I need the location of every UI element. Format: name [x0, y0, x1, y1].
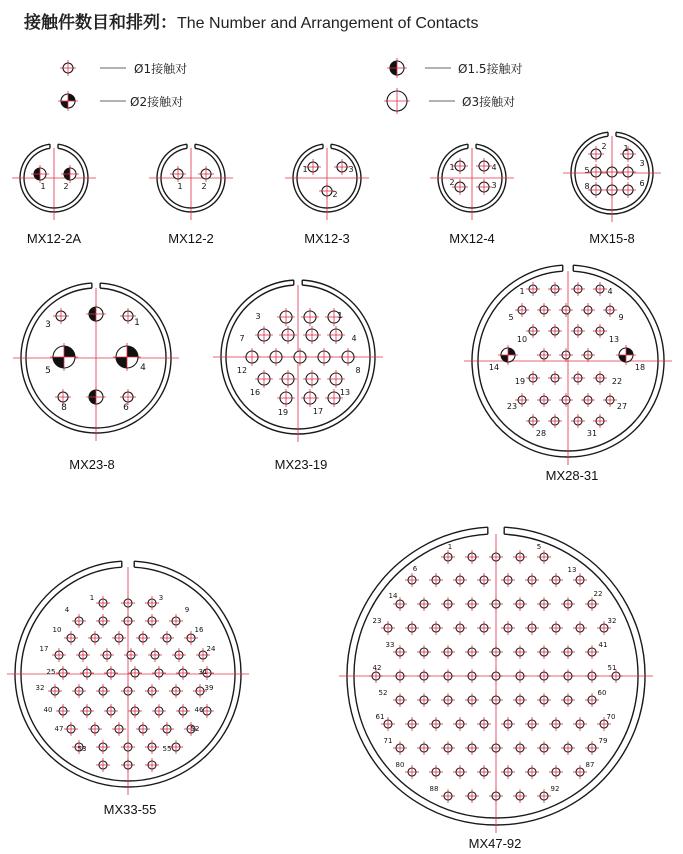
label-mx12-2: MX12-2 [168, 231, 214, 246]
label-mx23-8: MX23-8 [69, 457, 115, 472]
pin-number: 6 [639, 179, 645, 188]
pin-number: 1 [337, 311, 343, 320]
pin-number: 19 [514, 377, 526, 386]
pin-number: 46 [194, 706, 204, 714]
pin-number: 1 [519, 287, 525, 296]
pin-number: 13 [608, 335, 620, 344]
legend-label-2mm: Ø2接触对 [130, 95, 184, 109]
pin-number: 1 [623, 144, 629, 153]
connector-mx12-2a [12, 144, 96, 220]
connector-mx23-19 [213, 280, 383, 442]
pin-number: 80 [395, 761, 405, 769]
connector-mx47-92 [339, 527, 653, 833]
pin-number: 7 [239, 334, 245, 343]
pin-number: 14 [388, 592, 398, 600]
pin-number: 47 [54, 725, 64, 733]
pin-number: 31 [198, 668, 208, 676]
pin-number: 27 [616, 402, 628, 411]
connector-mx12-4 [430, 144, 514, 220]
pin-number: 70 [606, 713, 616, 721]
pin-number: 2 [63, 182, 69, 191]
contact-fill [508, 348, 515, 355]
pin-number: 52 [378, 689, 388, 697]
pin-number: 6 [123, 403, 129, 413]
pin-number: 33 [385, 641, 395, 649]
pin-number: 39 [204, 684, 214, 692]
pin-number: 8 [355, 366, 361, 375]
pin-number: 18 [634, 363, 646, 372]
pin-number: 22 [593, 590, 603, 598]
pin-number: 3 [639, 159, 645, 168]
pin-number: 24 [206, 645, 216, 653]
connector-mx28-31 [464, 265, 672, 465]
pin-number: 10 [516, 335, 528, 344]
pin-number: 42 [372, 664, 382, 672]
pin-number: 55 [162, 745, 172, 753]
pin-number: 5 [536, 543, 542, 551]
pin-number: 5 [508, 313, 514, 322]
connector-mx33-55 [7, 561, 249, 795]
connector-mx15-8 [563, 132, 661, 222]
pin-number: 3 [158, 594, 164, 602]
pin-number: 4 [140, 363, 146, 373]
pin-number: 5 [584, 166, 590, 175]
label-mx28-31: MX28-31 [545, 468, 599, 483]
pin-number: 10 [52, 626, 62, 634]
pin-number: 2 [449, 178, 455, 187]
contact-fill [61, 101, 68, 108]
pin-number: 1 [302, 165, 308, 174]
pin-number: 3 [348, 165, 354, 174]
pin-number: 16 [194, 626, 204, 634]
pin-number: 13 [567, 566, 577, 574]
pin-number: 79 [598, 737, 608, 745]
pin-number: 51 [607, 664, 617, 672]
label-mx23-19: MX23-19 [274, 457, 328, 472]
pin-number: 22 [611, 377, 623, 386]
pin-number: 53 [77, 745, 87, 753]
contact-fill [127, 346, 138, 357]
legend-label-1-5mm: Ø1.5接触对 [458, 62, 523, 76]
pin-number: 23 [372, 617, 382, 625]
pin-number: 8 [584, 182, 590, 191]
pin-number: 32 [35, 684, 45, 692]
pin-number: 19 [277, 408, 289, 417]
label-mx47-92: MX47-92 [468, 836, 522, 851]
label-mx12-4: MX12-4 [449, 231, 495, 246]
pin-number: 23 [506, 402, 518, 411]
pin-number: 17 [312, 407, 324, 416]
legend-label-1mm: Ø1接触对 [134, 62, 188, 76]
legend [58, 58, 455, 114]
pin-number: 1 [177, 182, 183, 191]
pin-number: 87 [585, 761, 595, 769]
connector-mx12-2 [149, 144, 233, 220]
pin-number: 3 [255, 312, 261, 321]
pin-number: 1 [447, 543, 453, 551]
pin-number: 6 [412, 565, 418, 573]
pin-number: 1 [89, 594, 95, 602]
pin-number: 3 [491, 181, 497, 190]
pin-number: 25 [46, 668, 56, 676]
pin-number: 31 [586, 429, 598, 438]
pin-number: 17 [39, 645, 49, 653]
pin-number: 1 [40, 182, 46, 191]
contact-fill [68, 94, 75, 101]
pin-number: 1 [134, 318, 140, 328]
pin-number: 2 [332, 190, 338, 199]
pin-number: 1 [449, 163, 455, 172]
pin-number: 32 [607, 617, 617, 625]
pin-number: 40 [43, 706, 53, 714]
pin-number: 4 [351, 334, 357, 343]
pin-number: 28 [535, 429, 547, 438]
pin-number: 41 [598, 641, 608, 649]
pin-number: 92 [550, 785, 560, 793]
pin-number: 2 [201, 182, 207, 191]
pin-number: 4 [491, 163, 497, 172]
label-mx12-3: MX12-3 [304, 231, 350, 246]
pin-number: 2 [601, 142, 607, 151]
contact-fill [626, 348, 633, 355]
contact-fill [53, 357, 64, 368]
title-chinese: 接触件数目和排列： [24, 13, 177, 33]
pin-number: 60 [597, 689, 607, 697]
legend-label-3mm: Ø3接触对 [462, 95, 516, 109]
pin-number: 12 [236, 366, 248, 375]
pin-number: 88 [429, 785, 439, 793]
pin-number: 8 [61, 403, 67, 413]
label-mx33-55: MX33-55 [103, 802, 157, 817]
connector-mx12-3 [285, 144, 369, 220]
pin-number: 9 [184, 606, 190, 614]
pin-number: 16 [249, 388, 261, 397]
label-mx12-2a: MX12-2A [26, 231, 82, 246]
connector-mx23-8 [13, 283, 179, 441]
pin-number: 14 [488, 363, 500, 372]
pin-number: 61 [375, 713, 385, 721]
title-english: The Number and Arrangement of Contacts [177, 15, 479, 32]
pin-number: 4 [607, 287, 613, 296]
pin-number: 5 [45, 366, 51, 376]
contact-fill [116, 357, 127, 368]
pin-number: 3 [45, 320, 51, 330]
pin-number: 13 [339, 388, 351, 397]
pin-number: 71 [383, 737, 393, 745]
label-mx15-8: MX15-8 [589, 231, 635, 246]
pin-number: 52 [190, 725, 200, 733]
pin-number: 9 [618, 313, 624, 322]
pin-number: 4 [64, 606, 70, 614]
contact-fill [64, 346, 75, 357]
